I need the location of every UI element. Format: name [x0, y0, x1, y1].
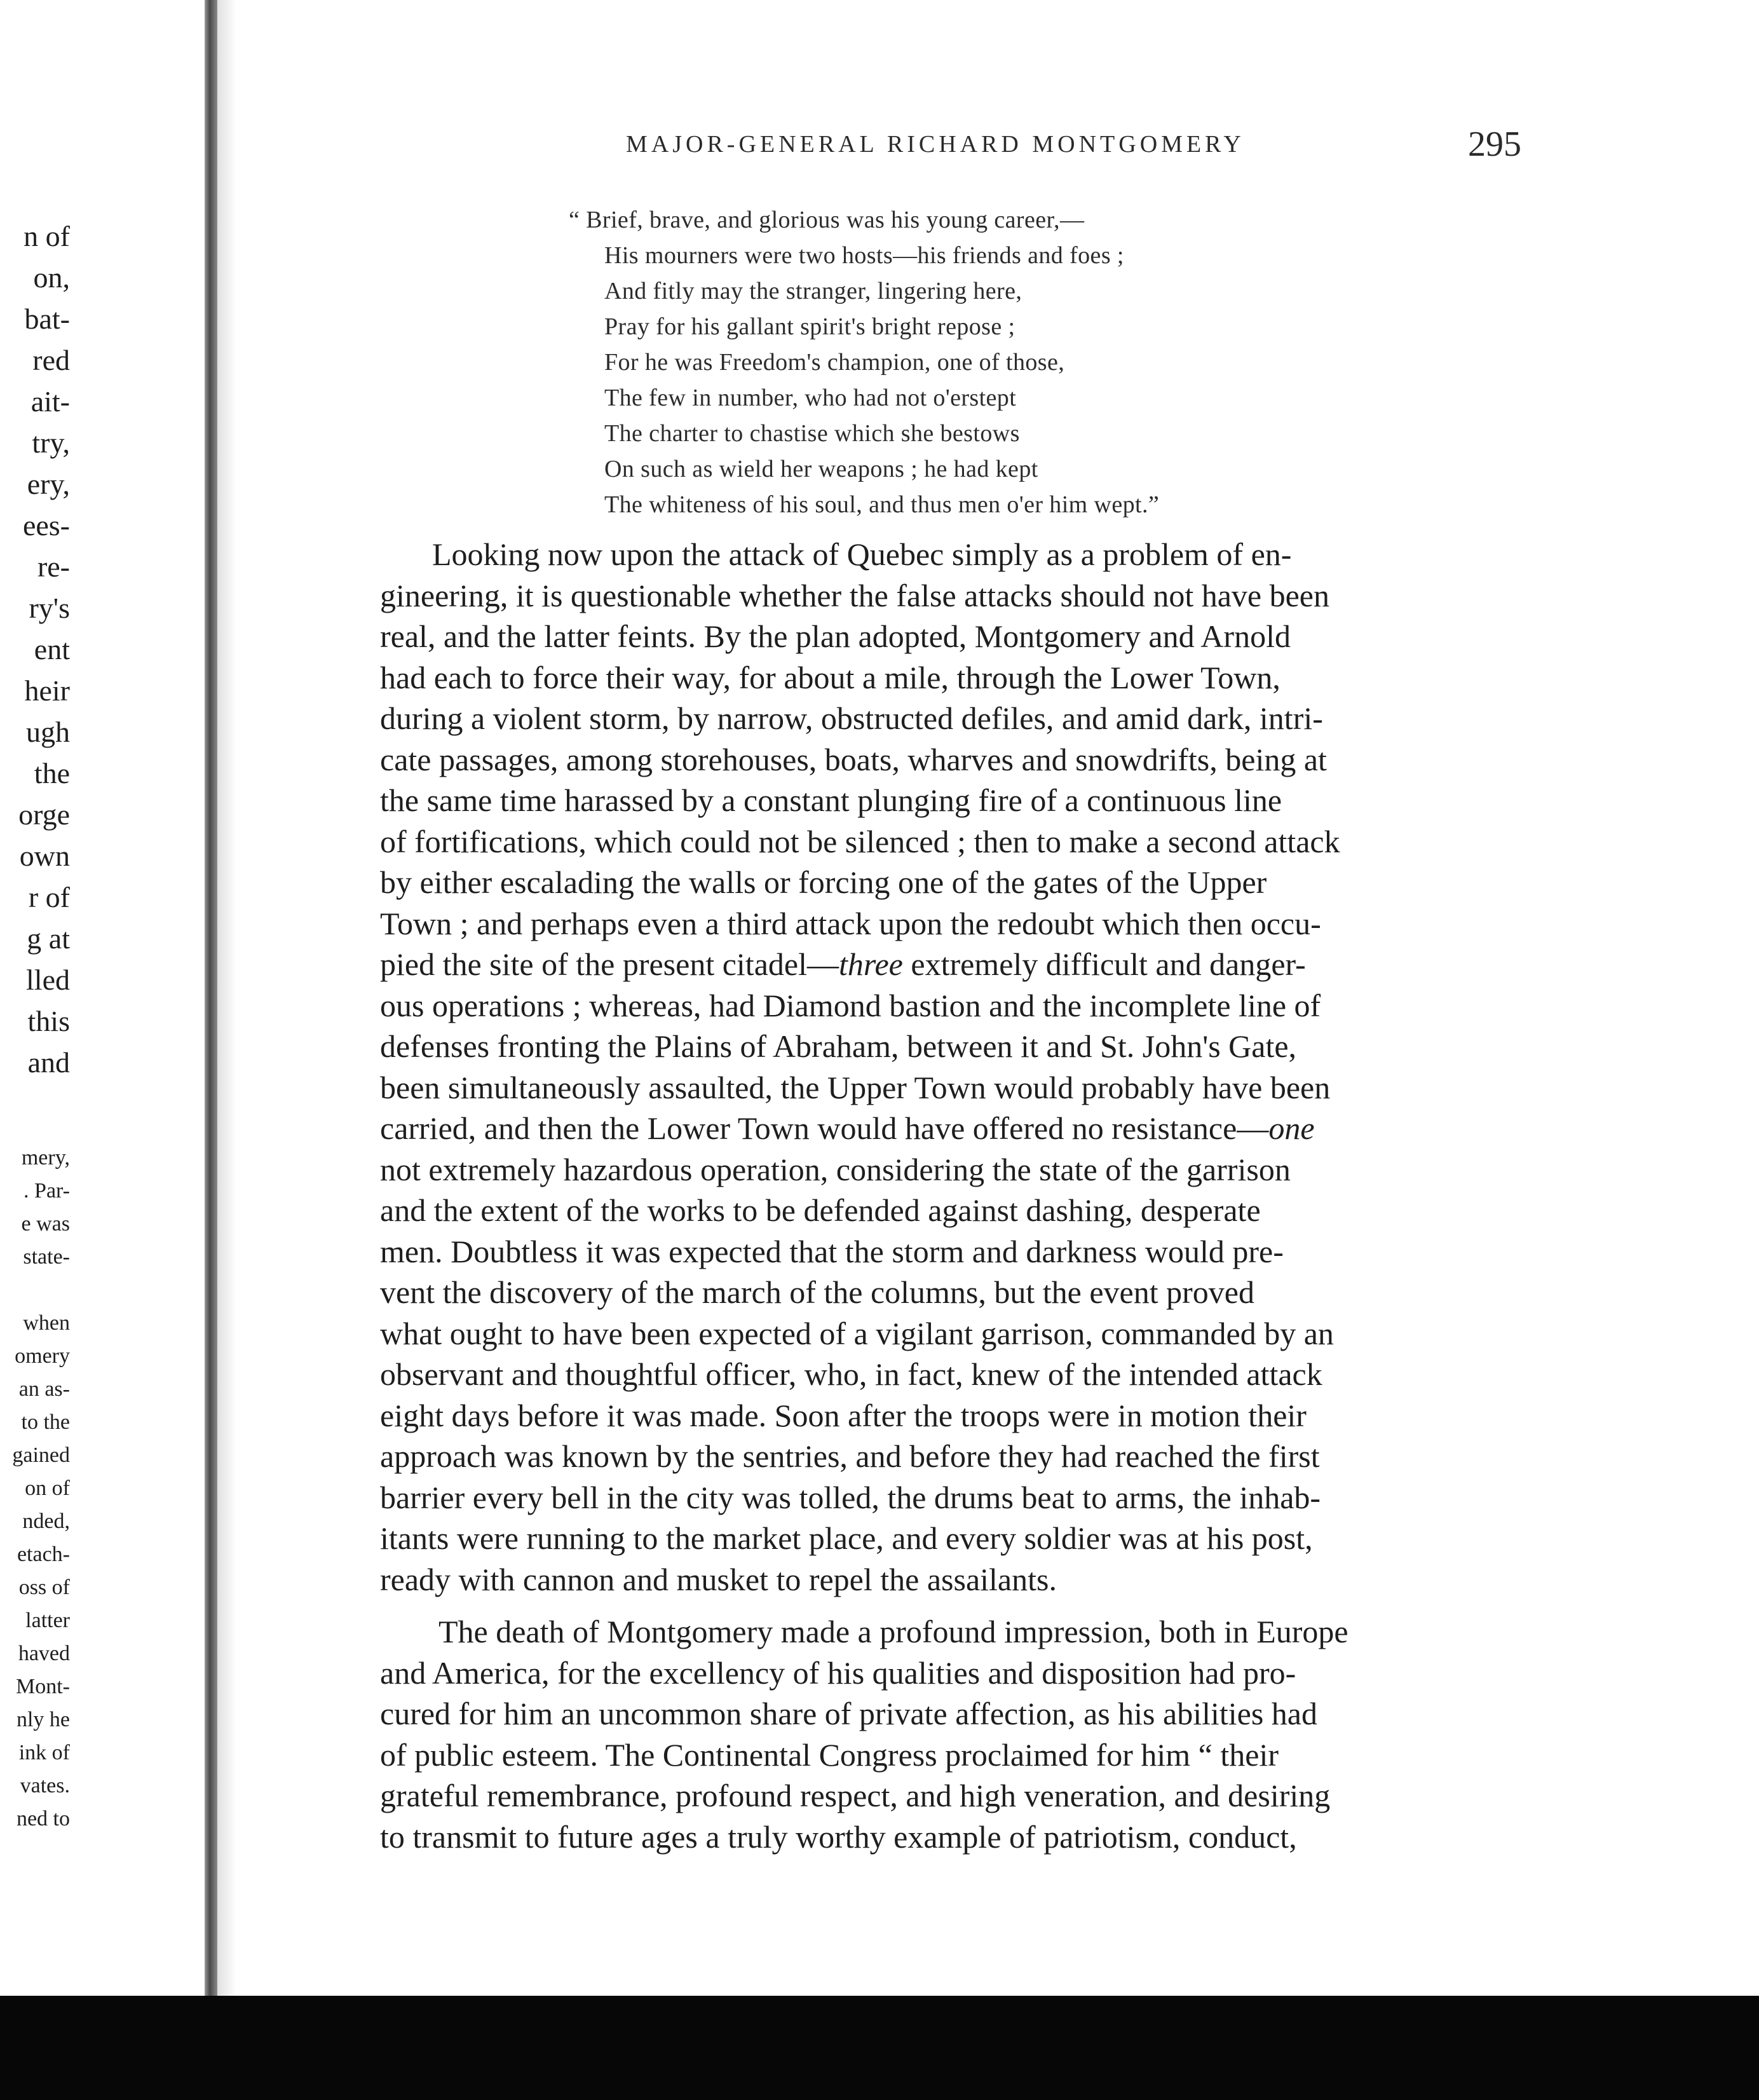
- facing-page-fragment: g at: [27, 922, 70, 955]
- text-line: during a violent storm, by narrow, obstructed defiles, and amid dark, intri-: [380, 700, 1323, 736]
- text-line: of public esteem. The Continental Congress proclaimed for him “ their: [380, 1736, 1279, 1773]
- facing-page-fragment: haved: [18, 1642, 70, 1665]
- text-line: gineering, it is questionable whether the false attacks should not have been: [380, 577, 1329, 613]
- facing-page-fragment: omery: [15, 1344, 70, 1368]
- epigraph-poem: [569, 202, 1319, 522]
- text-line: to transmit to future ages a truly worthy example of patriotism, conduct,: [380, 1818, 1297, 1855]
- text-line: grateful remembrance, profound respect, and high veneration, and desiring: [380, 1778, 1331, 1813]
- italic-text: three: [838, 946, 903, 982]
- facing-page-fragment: latter: [25, 1609, 70, 1632]
- text-line: [380, 944, 1533, 985]
- running-head: MAJOR-GENERAL RICHARD MONTGOMERY: [626, 131, 1245, 158]
- facing-page-fragment: etach-: [17, 1543, 70, 1566]
- text-fragment: pied the site of the present citadel—: [380, 946, 839, 982]
- book-gutter: [205, 0, 217, 1996]
- facing-page-fragment: nly he: [16, 1708, 70, 1731]
- poem-line: The charter to chastise which she bestows: [604, 420, 1020, 447]
- text-line: Looking now upon the attack of Quebec simply as a problem of en-: [432, 536, 1292, 572]
- text-line: Town ; and perhaps even a third attack upon the redoubt which then occu-: [380, 905, 1321, 941]
- scan-bottom-border: [0, 1996, 1759, 2100]
- gutter-shadow: [217, 0, 236, 1996]
- text-line: ready with cannon and musket to repel the assailants.: [380, 1561, 1057, 1597]
- text-fragment: carried, and then the Lower Town would have offered no resistance—: [380, 1110, 1269, 1146]
- facing-page-fragment: own: [19, 840, 70, 872]
- poem-line: On such as wield her weapons ; he had kept: [604, 456, 1038, 482]
- facing-page-fragment: ees-: [22, 509, 70, 542]
- facing-page-fragment: ery,: [27, 468, 70, 500]
- text-line: ous operations ; whereas, had Diamond bastion and the incomplete line of: [380, 987, 1321, 1023]
- facing-page-fragment: try,: [32, 426, 70, 459]
- poem-line: The few in number, who had not o'erstept: [604, 385, 1017, 411]
- text-line: vent the discovery of the march of the columns, but the event proved: [380, 1274, 1254, 1310]
- facing-page-fragment: nded,: [22, 1510, 70, 1533]
- facing-page-fragment: ait-: [31, 385, 70, 418]
- text-line: eight days before it was made. Soon after the troops were in motion their: [380, 1397, 1307, 1433]
- facing-page-fragment: and: [27, 1046, 70, 1079]
- text-line: had each to force their way, for about a mile, through the Lower Town,: [380, 659, 1280, 695]
- facing-page-fragment: an as-: [18, 1377, 70, 1401]
- poem-line: The whiteness of his soul, and thus men o'er him wept.”: [604, 491, 1160, 518]
- text-line: the same time harassed by a constant plunging fire of a continuous line: [380, 782, 1282, 818]
- text-line: not extremely hazardous operation, considering the state of the garrison: [380, 1151, 1291, 1187]
- facing-page-fragment: on of: [25, 1476, 70, 1500]
- facing-page-fragment: state-: [23, 1245, 70, 1269]
- facing-page-fragment: this: [27, 1005, 70, 1037]
- text-line: by either escalading the walls or forcing one of the gates of the Upper: [380, 864, 1267, 900]
- facing-page-fragment: orge: [18, 798, 70, 831]
- facing-page-fragment: . Par-: [24, 1179, 70, 1203]
- text-line: defenses fronting the Plains of Abraham, between it and St. John's Gate,: [380, 1028, 1297, 1064]
- facing-page-fragment: the: [34, 757, 70, 789]
- facing-page-fragment: ry's: [29, 592, 70, 624]
- italic-text: one: [1268, 1110, 1315, 1146]
- text-line: observant and thoughtful officer, who, in fact, knew of the intended attack: [380, 1356, 1322, 1392]
- facing-page-fragment: lled: [26, 964, 70, 996]
- text-line: cured for him an uncommon share of private affection, as his abilities had: [380, 1696, 1317, 1731]
- text-line: The death of Montgomery made a profound impression, both in Europe: [438, 1614, 1348, 1649]
- facing-page-fragment: gained: [12, 1443, 70, 1467]
- body-paragraph: [380, 1611, 1533, 1857]
- facing-page-fragment: ent: [34, 633, 70, 665]
- text-line: what ought to have been expected of a vigilant garrison, commanded by an: [380, 1315, 1334, 1351]
- text-fragment: extremely difficult and danger-: [902, 946, 1306, 982]
- text-line: been simultaneously assaulted, the Upper Town would probably have been: [380, 1069, 1331, 1105]
- body-paragraph: [380, 534, 1533, 1600]
- page-number: 295: [1468, 125, 1521, 164]
- poem-line: “ Brief, brave, and glorious was his young career,—: [569, 207, 1085, 233]
- facing-page-fragment: on,: [33, 261, 70, 294]
- facing-page-fragment: Mont-: [16, 1675, 70, 1698]
- text-line: cate passages, among storehouses, boats, wharves and snowdrifts, being at: [380, 741, 1327, 777]
- facing-page-fragment: when: [23, 1311, 70, 1335]
- facing-page-fragment: ink of: [18, 1741, 70, 1764]
- facing-page-fragment: heir: [24, 674, 70, 707]
- text-line: approach was known by the sentries, and before they had reached the first: [380, 1438, 1320, 1474]
- poem-line: And fitly may the stranger, lingering here,: [604, 278, 1022, 304]
- facing-page-fragment: r of: [28, 881, 70, 913]
- facing-page-fragment: e was: [21, 1212, 70, 1236]
- poem-line: His mourners were two hosts—his friends and foes ;: [604, 242, 1124, 269]
- text-line: men. Doubtless it was expected that the storm and darkness would pre-: [380, 1233, 1284, 1269]
- text-line: of fortifications, which could not be silenced ; then to make a second attack: [380, 823, 1340, 859]
- facing-page-fragment: vates.: [20, 1774, 70, 1797]
- text-line: itants were running to the market place, and every soldier was at his post,: [380, 1520, 1313, 1556]
- facing-page-fragment: n of: [24, 220, 70, 252]
- facing-page-fragment: re-: [37, 550, 70, 583]
- poem-line: For he was Freedom's champion, one of those,: [604, 349, 1065, 376]
- facing-page-fragment: oss of: [18, 1576, 70, 1599]
- poem-line: Pray for his gallant spirit's bright repose ;: [604, 313, 1015, 340]
- facing-page-fragment: to the: [21, 1410, 70, 1434]
- text-line: and America, for the excellency of his qualities and disposition had pro-: [380, 1654, 1296, 1691]
- facing-page-fragment: bat-: [24, 303, 70, 335]
- text-line: and the extent of the works to be defended against dashing, desperate: [380, 1192, 1261, 1228]
- text-line: [380, 1108, 1533, 1149]
- text-line: barrier every bell in the city was tolled, the drums beat to arms, the inhab-: [380, 1479, 1321, 1515]
- facing-page-fragment: ugh: [26, 716, 70, 748]
- facing-page-fragment: ned to: [16, 1807, 70, 1831]
- facing-page-fragment: mery,: [21, 1146, 70, 1169]
- facing-page-fragment: red: [32, 344, 70, 376]
- text-line: real, and the latter feints. By the plan adopted, Montgomery and Arnold: [380, 618, 1291, 654]
